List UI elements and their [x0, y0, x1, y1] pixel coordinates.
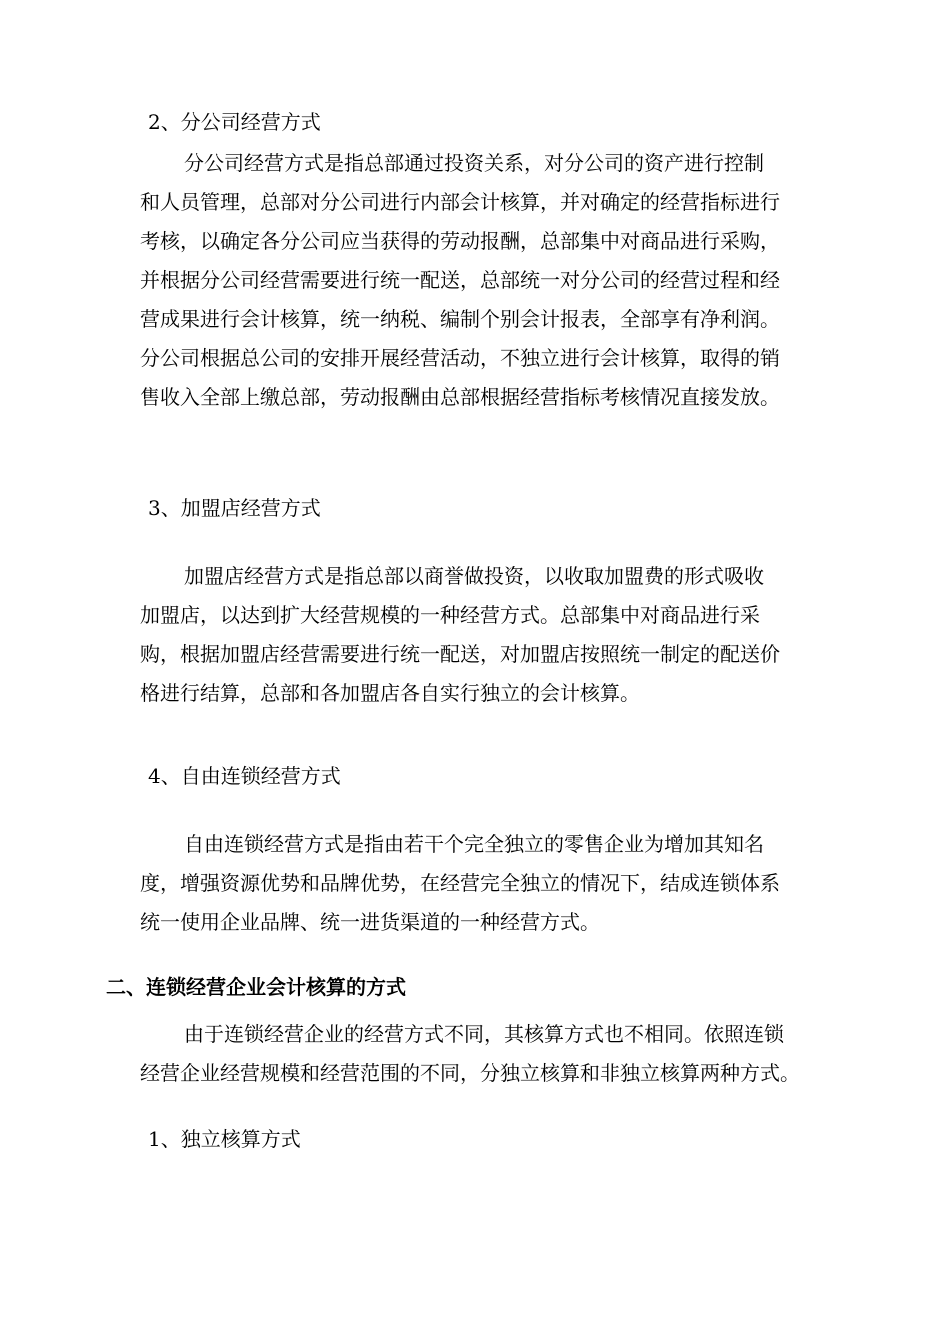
paragraph-line: 度，增强资源优势和品牌优势，在经营完全独立的情况下，结成连锁体系	[140, 871, 780, 895]
paragraph-line: 和人员管理，总部对分公司进行内部会计核算，并对确定的经营指标进行	[140, 190, 780, 214]
paragraph-line: 售收入全部上缴总部，劳动报酬由总部根据经营指标考核情况直接发放。	[140, 385, 780, 409]
paragraph-line: 加盟店经营方式是指总部以商誉做投资，以收取加盟费的形式吸收	[184, 564, 764, 588]
section-heading-independent-accounting: 1、独立核算方式	[148, 1127, 301, 1151]
paragraph-line: 统一使用企业品牌、统一进货渠道的一种经营方式。	[140, 910, 600, 934]
paragraph-line: 格进行结算，总部和各加盟店各自实行独立的会计核算。	[140, 681, 640, 705]
paragraph-line: 购，根据加盟店经营需要进行统一配送，对加盟店按照统一制定的配送价	[140, 642, 780, 666]
paragraph-line: 经营企业经营规模和经营范围的不同，分独立核算和非独立核算两种方式。	[140, 1061, 800, 1085]
paragraph-line: 分公司经营方式是指总部通过投资关系，对分公司的资产进行控制	[184, 151, 764, 175]
paragraph-branch-operation	[140, 144, 860, 417]
section-heading-franchise-operation: 3、加盟店经营方式	[148, 496, 321, 520]
paragraph-franchise-operation	[140, 557, 860, 713]
paragraph-line: 营成果进行会计核算，统一纳税、编制个别会计报表，全部享有净利润。	[140, 307, 780, 331]
paragraph-line: 加盟店，以达到扩大经营规模的一种经营方式。总部集中对商品进行采	[140, 603, 760, 627]
section-heading-voluntary-chain: 4、自由连锁经营方式	[148, 764, 341, 788]
paragraph-voluntary-chain	[140, 825, 860, 942]
paragraph-line: 由于连锁经营企业的经营方式不同，其核算方式也不相同。依照连锁	[184, 1022, 784, 1046]
paragraph-line: 自由连锁经营方式是指由若干个完全独立的零售企业为增加其知名	[184, 832, 764, 856]
chapter-heading-accounting-methods: 二、连锁经营企业会计核算的方式	[106, 975, 406, 999]
paragraph-line: 并根据分公司经营需要进行统一配送，总部统一对分公司的经营过程和经	[140, 268, 780, 292]
paragraph-accounting-methods	[140, 1015, 860, 1093]
paragraph-line: 考核，以确定各分公司应当获得的劳动报酬，总部集中对商品进行采购，	[140, 229, 780, 253]
section-heading-branch-operation: 2、分公司经营方式	[148, 110, 321, 134]
paragraph-line: 分公司根据总公司的安排开展经营活动，不独立进行会计核算，取得的销	[140, 346, 780, 370]
